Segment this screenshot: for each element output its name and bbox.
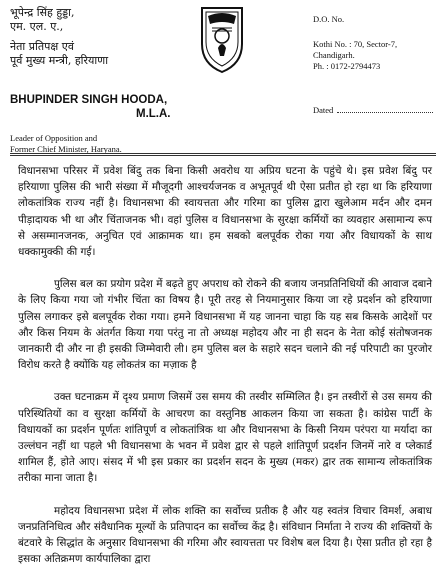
haryana-emblem-icon [196,4,248,76]
hindi-role-line-1: नेता प्रतिपक्ष एवं [10,40,74,53]
letterhead-hindi [10,6,108,68]
paragraph-1: विधानसभा परिसर में प्रवेश बिंदु तक बिना किसी अवरोध या अप्रिय घटना के पहुंचे थे। इस प्रवेश बिंदु पर हरियाणा पुलिस की भारी संख्या में मौजूदगी आश्चर्यजनक व अभूतपूर्व थी ऐसा प्रतीत हो रहा था कि हरियाणा लोकतांत्रिक राज्य नहीं है। विधानसभा की स्वायत्तता और गरिमा का पुलिस द्वारा खुलेआम मर्दन और दमन पीड़ादायक भी था और चिंताजनक भी। वहां पुलिस व विधानसभा के सुरक्षा कर्मियों का व्यवहार असामान्य रूप से असम्मानजनक, अनुचित एवं आक्रामक था। हम सबको बलपूर्वक रोका गया और विधायकों के साथ धक्कामुक्की की गई। [18,165,432,259]
hindi-role-line-2: पूर्व मुख्य मन्त्री, हरियाणा [10,54,109,67]
hindi-name: भूपेन्द्र सिंह हुड्डा, [10,6,75,19]
phone-number: Ph. : 0172-2794473 [313,61,381,71]
letterhead-contact [313,14,397,72]
dated-label: Dated [313,105,334,115]
paragraph-3: उक्त घटनाक्रम में दृश्य प्रमाण जिसमें उस समय की तस्वीर सम्मिलित है। इन तस्वीरों से उस समय की परिस्थितियों का व सुरक्षा कर्मियों के आचरण का वस्तुनिष्ठ आकलन किया जा सकता है। कांग्रेस पार्टी के विधायकों का प्रदर्शन पूर्णतः शांतिपूर्ण व लोकतांत्रिक था और विधानसभा के किसी नियम परंपरा या मर्यादा का उल्लंघन नहीं था पहले भी विधानसभा के भवन में प्रवेश द्वार से पहले शांतिपूर्ण प्रदर्शन जिनमें नारे व प्लेकार्ड शामिल हैं, होते आए। संसद में भी इस प्रकार का प्रदर्शन सदन के मुख्य (मकर) द्वार तक सामान्य लोकतांत्रिक तरीका माना जाता है। [18,391,432,485]
paragraph-2: पुलिस बल का प्रयोग प्रदेश में बढ़ते हुए अपराध को रोकने की बजाय जनप्रतिनिधियों की आवाज दबाने के लिए किया गया जो गंभीर चिंता का विषय है। पूरी तरह से नियमानुसार किया जा रहे प्रदर्शन को हरियाणा पुलिस लगाकर इसे बलपूर्वक रोका गया। हमने विधानसभा में यह जानना चाहा कि यह सब किसके आदेशों पर और किस नियम के अंतर्गत किया गया परंतु ना तो अध्यक्ष महोदय और ना ही सदन के नेता कोई संतोषजनक जानकारी दी और ना ही इसकी जिम्मेवारी ली। हम पुलिस बल के सहारे सदन चलाने की नई परिपाटी का पुरजोर विरोध करते है क्योंकि यह लोकतंत्र का मज़ाक है [18,278,432,372]
english-role-block [10,133,122,155]
english-role-line-2: Former Chief Minister, Haryana. [10,144,122,154]
do-number-label: D.O. No. [313,14,345,24]
english-role-line-1: Leader of Opposition and [10,133,98,143]
dated-field [313,104,433,115]
english-name-block [10,93,171,121]
english-degree: M.L.A. [136,108,171,120]
header-rule [10,153,436,154]
header-rule-double [10,155,436,156]
letter-body [18,163,432,583]
dated-line [337,104,433,113]
address-line-1: Kothi No. : 70, Sector-7, [313,39,398,49]
address-line-2: Chandigarh. [313,50,355,60]
hindi-degree: एम. एल. ए., [10,20,64,33]
paragraph-4: महोदय विधानसभा प्रदेश में लोक शक्ति का सर्वोच्च प्रतीक है और यह स्वतंत्र विचार विमर्श, अबाध जनप्रतिनिधित्व और संवैधानिक मूल्यों के प्रतिपादन का सर्वोच्च केंद्र है। संविधान निर्माता ने राज्य की शक्तियों के बंटवारे के सिद्धांत के अनुसार विधानसभा की गरिमा और स्वायत्तता पर विशेष बल दिया है। ऐसा प्रतीत हो रहा है इसका अतिक्रमण कार्यपालिका द्वारा [18,504,432,566]
english-name: BHUPINDER SINGH HOODA, [10,94,168,106]
